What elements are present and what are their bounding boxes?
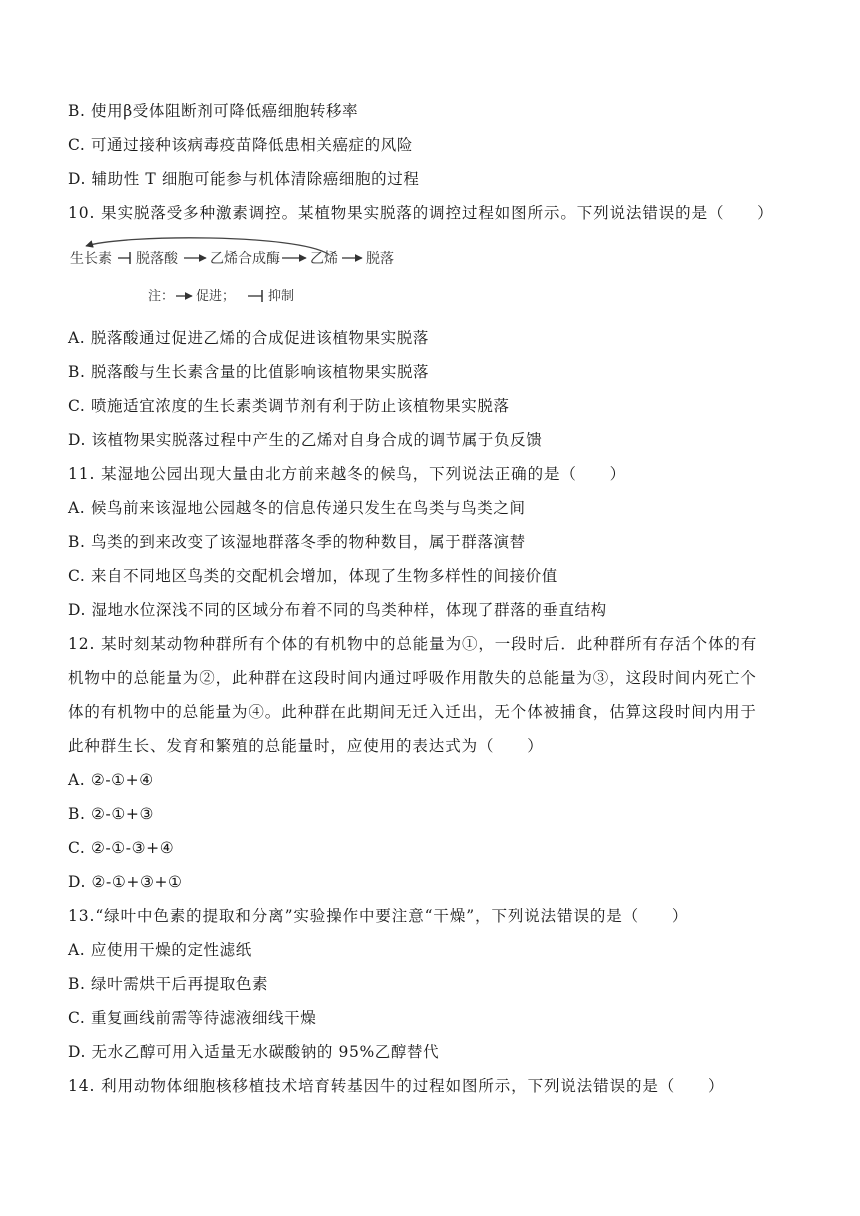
q13-option-b: B. 绿叶需烘干后再提取色素: [68, 975, 269, 993]
node-ethylene-synthase: 乙烯合成酶: [210, 251, 280, 267]
q11-option-d: D. 湿地水位深浅不同的区域分布着不同的鸟类种样，体现了群落的垂直结构: [68, 601, 607, 619]
q9-option-c: C. 可通过接种该病毒疫苗降低患相关癌症的风险: [68, 136, 413, 154]
q12-stem-line3: 体的有机物中的总能量为④。此种群在此期间无迁入迁出，无个体被捕食，估算这段时间内用于: [68, 703, 757, 721]
q10-regulation-diagram: [66, 236, 406, 308]
q11-option-b: B. 鸟类的到来改变了该湿地群落冬季的物种数目，属于群落演替: [68, 533, 526, 551]
q12-option-b: B. ②-①+③: [68, 805, 154, 823]
q12-stem-line1: 12. 某时刻某动物种群所有个体的有机物中的总能量为①，一段时后．此种群所有存活个体的有: [68, 635, 758, 653]
q12-stem-line4: 此种群生长、发育和繁殖的总能量时，应使用的表达式为（ ）: [68, 737, 544, 755]
q11-option-c: C. 来自不同地区鸟类的交配机会增加，体现了生物多样性的间接价值: [68, 567, 558, 585]
q12-option-a: A. ②-①+④: [68, 771, 154, 789]
q11-stem: 11. 某湿地公园出现大量由北方前来越冬的候鸟，下列说法正确的是（ ）: [68, 465, 626, 483]
q10-option-c: C. 喷施适宜浓度的生长素类调节剂有利于防止该植物果实脱落: [68, 397, 510, 415]
q10-option-b: B. 脱落酸与生长素含量的比值影响该植物果实脱落: [68, 363, 430, 381]
q13-option-c: C. 重复画线前需等待滤液细线干燥: [68, 1009, 317, 1027]
q13-option-a: A. 应使用干燥的定性滤纸: [68, 941, 252, 959]
legend-prefix: 注：: [148, 289, 175, 304]
q13-option-d: D. 无水乙醇可用入适量无水碳酸钠的 95%乙醇替代: [68, 1043, 440, 1061]
legend-inhibit: 抑制: [268, 289, 295, 304]
q10-stem: 10. 果实脱落受多种激素调控。某植物果实脱落的调控过程如图所示。下列说法错误的是（ ）: [68, 204, 774, 222]
q10-option-a: A. 脱落酸通过促进乙烯的合成促进该植物果实脱落: [68, 329, 429, 347]
node-abscission: 脱落: [366, 251, 394, 267]
q10-option-d: D. 该植物果实脱落过程中产生的乙烯对自身合成的调节属于负反馈: [68, 431, 543, 449]
q13-stem: 13.“绿叶中色素的提取和分离”实验操作中要注意“干燥”，下列说法错误的是（ ）: [68, 907, 689, 925]
q11-option-a: A. 候鸟前来该湿地公园越冬的信息传递只发生在鸟类与鸟类之间: [68, 499, 526, 517]
q12-option-d: D. ②-①+③+①: [68, 873, 183, 891]
q9-option-d: D. 辅助性 T 细胞可能参与机体清除癌细胞的过程: [68, 170, 420, 188]
feedback-arc: [86, 238, 328, 254]
q14-stem: 14. 利用动物体细胞核移植技术培育转基因牛的过程如图所示，下列说法错误的是（ ）: [68, 1077, 725, 1095]
legend-promote: 促进；: [196, 289, 236, 304]
node-auxin: 生长素: [70, 251, 112, 267]
q12-option-c: C. ②-①-③+④: [68, 839, 175, 857]
node-aba: 脱落酸: [136, 251, 178, 267]
q12-stem-line2: 机物中的总能量为②，此种群在这段时间内通过呼吸作用散失的总能量为③，这段时间内死亡个: [68, 669, 757, 687]
node-ethylene: 乙烯: [310, 251, 338, 267]
q9-option-b: B. 使用β受体阻断剂可降低癌细胞转移率: [68, 102, 359, 120]
